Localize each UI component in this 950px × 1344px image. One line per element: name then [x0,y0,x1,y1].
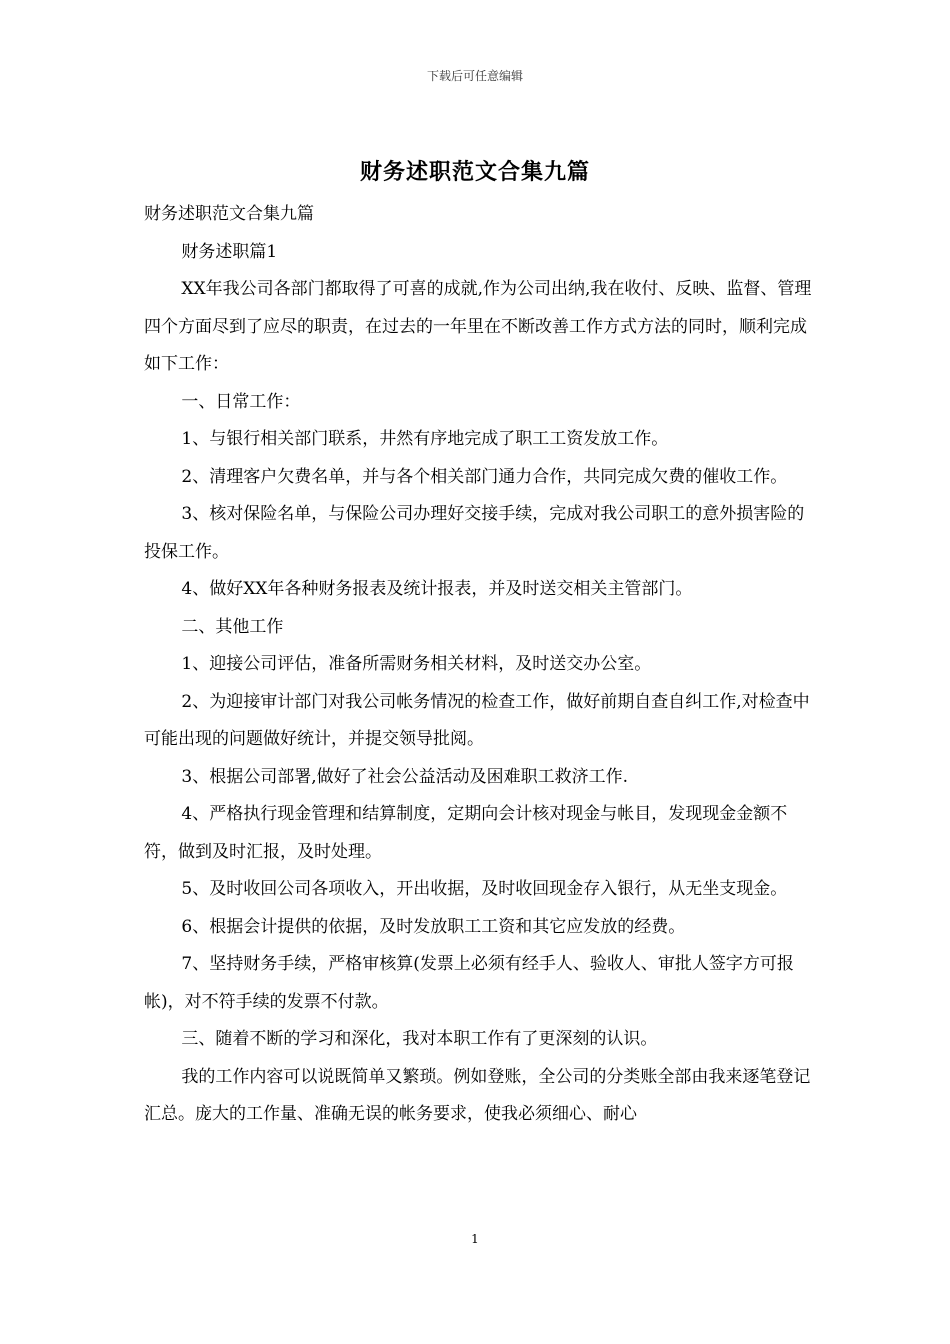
paragraph: 4、做好XX年各种财务报表及统计报表，并及时送交相关主管部门。 [181,579,693,599]
paragraph: 5、及时收回公司各项收入，开出收据，及时收回现金存入银行，从无坐支现金。 [181,879,788,899]
paragraph: 一、日常工作： [181,391,301,412]
paragraph: 6、根据会计提供的依据，及时发放职工工资和其它应发放的经费。 [181,916,686,937]
paragraph: XX年我公司各部门都取得了可喜的成就,作为公司出纳,我在收付、反映、监督、管理四个方面尽到了应尽的职责，在过去的一年里在不断改善工作方式方法的同时，顺利完成如下工作： [144,279,812,374]
paragraph: 我的工作内容可以说既简单又繁琐。例如登账，全公司的分类账全部由我来逐笔登记汇总。庞大的工作量、准确无误的帐务要求，使我必须细心、耐心 [144,1066,811,1124]
paragraph: 2、为迎接审计部门对我公司帐务情况的检查工作，做好前期自查自纠工作,对检查中可能出现的问题做好统计，并提交领导批阅。 [144,691,810,749]
paragraph: 7、坚持财务手续，严格审核算(发票上必须有经手人、验收人、审批人签字方可报帐)，对不符手续的发票不付款。 [144,954,794,1012]
paragraph: 二、其他工作 [181,616,284,637]
paragraph: 3、根据公司部署,做好了社会公益活动及困难职工救济工作. [181,766,629,787]
document-title: 财务述职范文合集九篇 [359,159,590,185]
paragraph: 1、与银行相关部门联系，井然有序地完成了职工工资发放工作。 [181,429,669,449]
page-number: 1 [471,1232,479,1246]
paragraph: 2、清理客户欠费名单，并与各个相关部门通力合作，共同完成欠费的催收工作。 [181,466,788,487]
document-subtitle: 财务述职范文合集九篇 [144,204,314,224]
paragraph: 4、严格执行现金管理和结算制度，定期向会计核对现金与帐目，发现现金金额不符，做到及时汇报，及时处理。 [144,804,788,862]
paragraph: 财务述职篇1 [181,241,278,262]
paragraph: 三、随着不断的学习和深化，我对本职工作有了更深刻的认识。 [181,1029,658,1049]
paragraph: 1、迎接公司评估，准备所需财务相关材料，及时送交办公室。 [181,654,652,674]
paragraph: 3、核对保险名单，与保险公司办理好交接手续，完成对我公司职工的意外损害险的投保工作。 [144,504,805,562]
page-header: 下载后可任意编辑 [426,69,523,83]
document-body [144,196,812,1134]
